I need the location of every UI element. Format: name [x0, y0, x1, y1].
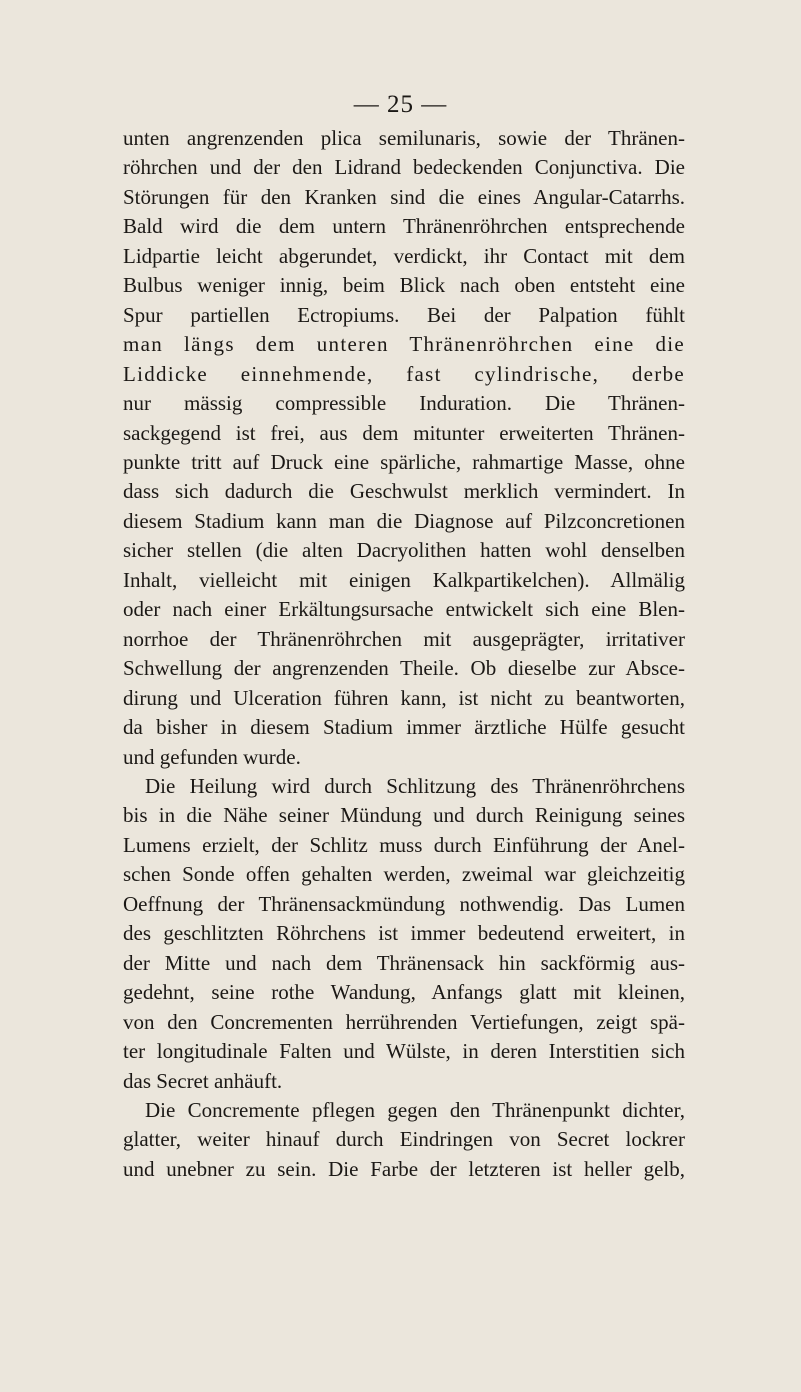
text-line: unten angrenzenden plica semilunaris, sowie der Thränen-	[123, 126, 685, 150]
text-line: ter longitudinale Falten und Wülste, in deren Interstitien sich	[123, 1039, 685, 1064]
text-line: das Secret anhäuft.	[123, 1068, 283, 1093]
text-line: punkte tritt auf Druck eine spärliche, rahmartige Masse, ohne	[123, 449, 685, 474]
text-line: Inhalt, vielleicht mit einigen Kalkpartikelchen). Allmälig	[123, 567, 685, 592]
text-line: dass sich dadurch die Geschwulst merklich vermindert. In	[123, 479, 685, 504]
text-line: Bald wird die dem untern Thränenröhrchen entsprechende	[123, 214, 685, 239]
text-line: sackgegend ist frei, aus dem mitunter erweiterten Thränen-	[123, 420, 685, 445]
text-line: und unebner zu sein. Die Farbe der letzteren ist heller gelb,	[123, 1156, 685, 1181]
text-line: glatter, weiter hinauf durch Eindringen von Secret lockrer	[123, 1127, 685, 1152]
text-line: Die Heilung wird durch Schlitzung des Thränenröhrchens	[145, 773, 685, 798]
text-line: schen Sonde offen gehalten werden, zweimal war gleichzeitig	[123, 862, 685, 887]
text-line: oder nach einer Erkältungsursache entwickelt sich eine Blen-	[123, 597, 685, 622]
text-line: Oeffnung der Thränensackmündung nothwendig. Das Lumen	[123, 891, 685, 916]
text-line: und gefunden wurde.	[123, 744, 301, 769]
text-line: sicher stellen (die alten Dacryolithen hatten wohl denselben	[123, 538, 685, 563]
page-number: — 25 —	[353, 91, 448, 118]
text-line: da bisher in diesem Stadium immer ärztliche Hülfe gesucht	[123, 715, 685, 740]
text-line: röhrchen und der den Lidrand bedeckenden Conjunctiva. Die	[123, 155, 685, 180]
text-line: norrhoe der Thränenröhrchen mit ausgeprägter, irritativer	[123, 626, 685, 651]
text-line: man längs dem unteren Thränenröhrchen eine die	[123, 332, 685, 357]
text-line: dirung und Ulceration führen kann, ist nicht zu beantworten,	[123, 685, 685, 710]
text-line: Lidpartie leicht abgerundet, verdickt, ihr Contact mit dem	[123, 243, 685, 268]
text-line: diesem Stadium kann man die Diagnose auf Pilzconcretionen	[123, 508, 685, 533]
text-line: Bulbus weniger innig, beim Blick nach oben entsteht eine	[123, 273, 685, 298]
text-line: des geschlitzten Röhrchens ist immer bedeutend erweitert, in	[123, 921, 685, 946]
text-line: nur mässig compressible Induration. Die Thränen-	[123, 391, 685, 416]
text-line: Lumens erzielt, der Schlitz muss durch Einführung der Anel-	[123, 832, 685, 857]
text-line: Störungen für den Kranken sind die eines Angular-Catarrhs.	[123, 184, 685, 209]
text-line: bis in die Nähe seiner Mündung und durch Reinigung seines	[123, 803, 685, 828]
text-line: der Mitte und nach dem Thränensack hin sackförmig aus-	[123, 950, 685, 975]
text-line: Spur partiellen Ectropiums. Bei der Palpation fühlt	[123, 302, 685, 327]
text-line: Liddicke einnehmende, fast cylindrische, derbe	[123, 361, 685, 386]
body-text	[123, 124, 685, 1184]
text-line: Schwellung der angrenzenden Theile. Ob dieselbe zur Absce-	[123, 656, 685, 681]
text-line: Die Concremente pflegen gegen den Thränenpunkt dichter,	[145, 1097, 685, 1122]
text-line: gedehnt, seine rothe Wandung, Anfangs glatt mit kleinen,	[123, 980, 685, 1005]
text-line: von den Concrementen herrührenden Vertiefungen, zeigt spä-	[123, 1009, 685, 1034]
